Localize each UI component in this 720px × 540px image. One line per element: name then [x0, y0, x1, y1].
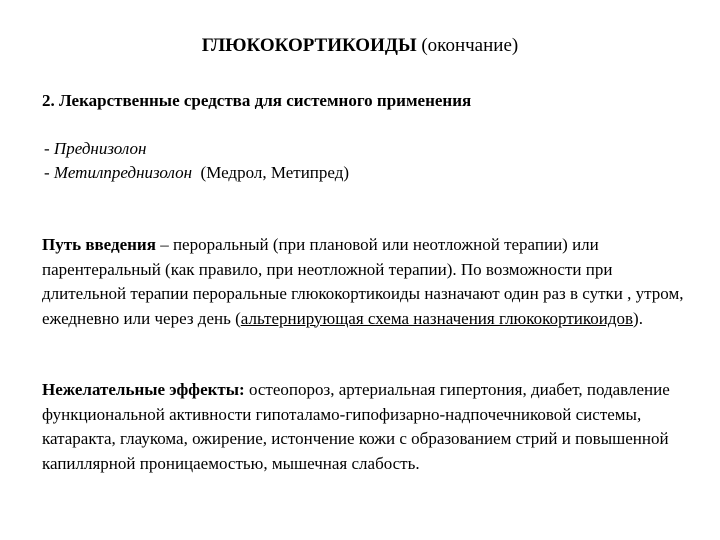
side-effects-label: Нежелательные эффекты:: [42, 380, 245, 399]
drug-list: [44, 137, 349, 185]
drug-item-extra: (Медрол, Метипред): [192, 163, 350, 182]
side-effects-text: остеопороз, артериальная гипертония, диабет, подавление функциональной активности гипоталамо-гипофизарно-надпочечниковой системы, катаракта, глаукома, ожирение, истончение кожи с образованием стрий и повышенной капиллярной проницаемостью, мышечная слабость.: [42, 380, 670, 473]
drug-item-name: Метилпреднизолон: [53, 163, 193, 182]
route-text: – пероральный (при плановой или неотложной терапии) или парентеральный (как правило, при неотложной терапии). По возможности при длительной терапии пероральные глюкокортикоиды назначают один раз в сутки , утром, ежедневно или через день (: [42, 235, 684, 328]
drug-item-name: Преднизолон: [53, 139, 147, 158]
route-label: Путь введения: [42, 235, 156, 254]
alternating-scheme-text: альтернирующая схема назначения глюкокортикоидов: [240, 308, 634, 328]
section-heading: 2. Лекарственные средства для системного применения: [42, 91, 472, 110]
side-effects-paragraph: [42, 378, 692, 476]
route-paragraph: [42, 233, 692, 331]
route-text-end: ).: [633, 308, 643, 328]
drug-item: [44, 161, 349, 185]
drug-item-prefix: -: [44, 163, 54, 182]
slide-title-main: ГЛЮКОКОРТИКОИДЫ: [201, 35, 417, 56]
slide-title-suffix: (окончание): [416, 35, 519, 56]
slide-title: [0, 34, 720, 58]
drug-item-prefix: -: [44, 139, 54, 158]
drug-item: [44, 137, 349, 161]
